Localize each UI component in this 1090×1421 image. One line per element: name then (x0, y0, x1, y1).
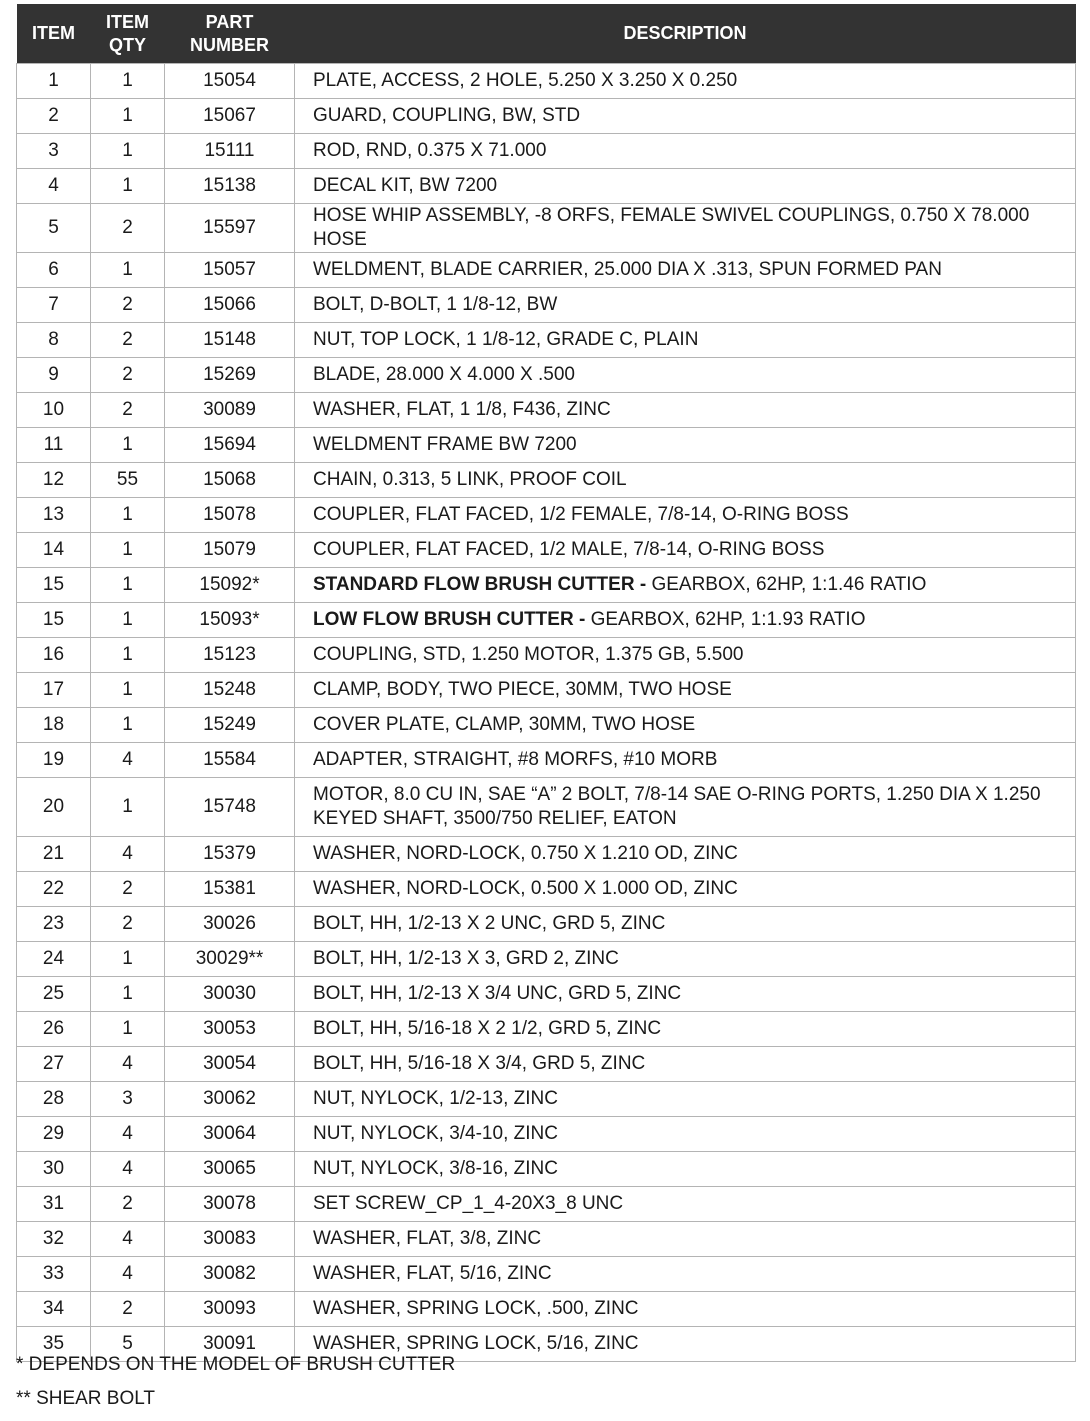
cell-item: 26 (17, 1012, 91, 1047)
cell-description (295, 288, 1076, 323)
cell-description (295, 99, 1076, 134)
cell-description (295, 358, 1076, 393)
cell-item-qty: 2 (91, 323, 165, 358)
cell-item: 11 (17, 428, 91, 463)
cell-description (295, 134, 1076, 169)
description-text: PLATE, ACCESS, 2 HOLE, 5.250 X 3.250 X 0.250 (313, 70, 738, 91)
cell-item: 13 (17, 498, 91, 533)
description-model-label: STANDARD FLOW BRUSH CUTTER - (313, 574, 647, 595)
table-row (17, 393, 1076, 428)
table-row (17, 358, 1076, 393)
description-text: BOLT, HH, 1/2-13 X 3/4 UNC, GRD 5, ZINC (313, 983, 682, 1004)
header-row (17, 4, 1076, 64)
cell-item: 32 (17, 1222, 91, 1257)
table-row (17, 134, 1076, 169)
cell-item-qty: 1 (91, 99, 165, 134)
cell-item-qty: 2 (91, 288, 165, 323)
cell-item: 12 (17, 463, 91, 498)
cell-item-qty: 55 (91, 463, 165, 498)
cell-description (295, 673, 1076, 708)
table-row (17, 568, 1076, 603)
cell-item-qty: 2 (91, 204, 165, 253)
cell-description (295, 1187, 1076, 1222)
cell-part-number: 15138 (165, 169, 295, 204)
cell-part-number: 30053 (165, 1012, 295, 1047)
cell-description (295, 204, 1076, 253)
cell-item: 9 (17, 358, 91, 393)
cell-item: 7 (17, 288, 91, 323)
header-item: ITEM (17, 4, 91, 64)
table-row (17, 1222, 1076, 1257)
cell-item: 18 (17, 708, 91, 743)
table-row (17, 1152, 1076, 1187)
cell-item: 22 (17, 872, 91, 907)
cell-part-number: 30029** (165, 942, 295, 977)
cell-item: 15 (17, 568, 91, 603)
description-text: GUARD, COUPLING, BW, STD (313, 105, 581, 126)
description-text: WASHER, FLAT, 1 1/8, F436, ZINC (313, 399, 611, 420)
description-text: MOTOR, 8.0 CU IN, SAE “A” 2 BOLT, 7/8-14 SAE O-RING PORTS, 1.250 DIA X 1.250 KEYED SHAFT, 3500/750 RELIEF, EATON (313, 784, 1041, 829)
cell-item-qty: 1 (91, 942, 165, 977)
cell-item: 2 (17, 99, 91, 134)
table-row (17, 1257, 1076, 1292)
header-item-qty (91, 4, 165, 64)
cell-description (295, 1152, 1076, 1187)
footnote-model: * DEPENDS ON THE MODEL OF BRUSH CUTTER (16, 1354, 456, 1375)
cell-item: 5 (17, 204, 91, 253)
description-text: BOLT, HH, 1/2-13 X 2 UNC, GRD 5, ZINC (313, 913, 666, 934)
cell-item-qty: 2 (91, 1187, 165, 1222)
cell-item: 21 (17, 837, 91, 872)
description-text: DECAL KIT, BW 7200 (313, 175, 498, 196)
cell-part-number: 15066 (165, 288, 295, 323)
cell-part-number: 15093* (165, 603, 295, 638)
cell-item-qty: 1 (91, 498, 165, 533)
table-row (17, 942, 1076, 977)
cell-part-number: 15148 (165, 323, 295, 358)
description-text: BOLT, HH, 5/16-18 X 3/4, GRD 5, ZINC (313, 1053, 646, 1074)
cell-description (295, 872, 1076, 907)
cell-item-qty: 2 (91, 907, 165, 942)
cell-item: 28 (17, 1082, 91, 1117)
table-row (17, 1187, 1076, 1222)
cell-description (295, 1047, 1076, 1082)
description-text: WASHER, NORD-LOCK, 0.500 X 1.000 OD, ZINC (313, 878, 738, 899)
cell-description (295, 393, 1076, 428)
cell-description (295, 64, 1076, 99)
cell-description (295, 1082, 1076, 1117)
cell-item-qty: 2 (91, 393, 165, 428)
parts-table (16, 4, 1076, 1362)
cell-item-qty: 1 (91, 428, 165, 463)
cell-description (295, 1257, 1076, 1292)
description-text: BLADE, 28.000 X 4.000 X .500 (313, 364, 575, 385)
description-text: BOLT, D-BOLT, 1 1/8-12, BW (313, 294, 558, 315)
table-row (17, 1082, 1076, 1117)
cell-item: 24 (17, 942, 91, 977)
table-row (17, 872, 1076, 907)
cell-part-number: 15054 (165, 64, 295, 99)
table-row (17, 1012, 1076, 1047)
description-text: WELDMENT FRAME BW 7200 (313, 434, 577, 455)
cell-part-number: 15381 (165, 872, 295, 907)
cell-part-number: 15269 (165, 358, 295, 393)
table-row (17, 533, 1076, 568)
cell-item-qty: 4 (91, 743, 165, 778)
table-row (17, 673, 1076, 708)
header-description: DESCRIPTION (295, 4, 1076, 64)
cell-item-qty: 1 (91, 533, 165, 568)
cell-part-number: 15078 (165, 498, 295, 533)
cell-description (295, 1012, 1076, 1047)
cell-description (295, 533, 1076, 568)
cell-part-number: 30065 (165, 1152, 295, 1187)
table-row (17, 288, 1076, 323)
table-row (17, 1292, 1076, 1327)
description-text: CLAMP, BODY, TWO PIECE, 30MM, TWO HOSE (313, 679, 732, 700)
description-text: COVER PLATE, CLAMP, 30MM, TWO HOSE (313, 714, 696, 735)
description-text: SET SCREW_CP_1_4-20X3_8 UNC (313, 1193, 624, 1214)
description-text: GEARBOX, 62HP, 1:1.46 RATIO (646, 574, 927, 595)
cell-part-number: 15057 (165, 253, 295, 288)
description-text: NUT, NYLOCK, 1/2-13, ZINC (313, 1088, 558, 1109)
cell-part-number: 15123 (165, 638, 295, 673)
cell-item: 30 (17, 1152, 91, 1187)
description-text: WELDMENT, BLADE CARRIER, 25.000 DIA X .313, SPUN FORMED PAN (313, 259, 942, 280)
cell-part-number: 30064 (165, 1117, 295, 1152)
cell-part-number: 15079 (165, 533, 295, 568)
cell-description (295, 942, 1076, 977)
cell-part-number: 30082 (165, 1257, 295, 1292)
description-text: COUPLER, FLAT FACED, 1/2 MALE, 7/8-14, O-RING BOSS (313, 539, 825, 560)
table-row (17, 837, 1076, 872)
table-row (17, 169, 1076, 204)
cell-item-qty: 1 (91, 673, 165, 708)
cell-item-qty: 1 (91, 64, 165, 99)
cell-item: 19 (17, 743, 91, 778)
cell-item-qty: 4 (91, 1257, 165, 1292)
footnote-shear-bolt: ** SHEAR BOLT (16, 1388, 156, 1409)
cell-item-qty: 3 (91, 1082, 165, 1117)
description-text: ROD, RND, 0.375 X 71.000 (313, 140, 547, 161)
description-text: WASHER, SPRING LOCK, 5/16, ZINC (313, 1333, 639, 1354)
description-text: NUT, TOP LOCK, 1 1/8-12, GRADE C, PLAIN (313, 329, 699, 350)
cell-item-qty: 1 (91, 1012, 165, 1047)
table-row (17, 1047, 1076, 1082)
cell-item: 25 (17, 977, 91, 1012)
cell-description (295, 169, 1076, 204)
cell-item-qty: 1 (91, 638, 165, 673)
cell-item: 34 (17, 1292, 91, 1327)
cell-part-number: 30093 (165, 1292, 295, 1327)
cell-description (295, 603, 1076, 638)
cell-part-number: 30062 (165, 1082, 295, 1117)
parts-list (16, 4, 1075, 1362)
cell-description (295, 837, 1076, 872)
cell-part-number: 15068 (165, 463, 295, 498)
cell-item-qty: 1 (91, 169, 165, 204)
table-body (17, 64, 1076, 1362)
cell-item: 20 (17, 778, 91, 837)
table-row (17, 638, 1076, 673)
description-text: ADAPTER, STRAIGHT, #8 MORFS, #10 MORB (313, 749, 718, 770)
cell-item: 33 (17, 1257, 91, 1292)
cell-part-number: 30054 (165, 1047, 295, 1082)
cell-item: 35 (17, 1327, 91, 1362)
table-row (17, 498, 1076, 533)
cell-description (295, 638, 1076, 673)
description-text: CHAIN, 0.313, 5 LINK, PROOF COIL (313, 469, 627, 490)
cell-item-qty: 1 (91, 708, 165, 743)
footnotes (16, 1353, 455, 1421)
cell-item-qty: 4 (91, 1222, 165, 1257)
cell-description (295, 708, 1076, 743)
cell-part-number: 30078 (165, 1187, 295, 1222)
description-text: WASHER, FLAT, 3/8, ZINC (313, 1228, 542, 1249)
table-row (17, 99, 1076, 134)
cell-item: 3 (17, 134, 91, 169)
table-row (17, 778, 1076, 837)
cell-description (295, 907, 1076, 942)
table-row (17, 1117, 1076, 1152)
cell-part-number: 30089 (165, 393, 295, 428)
description-text: BOLT, HH, 5/16-18 X 2 1/2, GRD 5, ZINC (313, 1018, 662, 1039)
cell-item-qty: 2 (91, 872, 165, 907)
header-part-number (165, 4, 295, 64)
cell-description (295, 498, 1076, 533)
table-row (17, 323, 1076, 358)
description-text: NUT, NYLOCK, 3/8-16, ZINC (313, 1158, 558, 1179)
cell-item: 6 (17, 253, 91, 288)
cell-item-qty: 4 (91, 1152, 165, 1187)
cell-description (295, 1292, 1076, 1327)
cell-description (295, 463, 1076, 498)
cell-description (295, 428, 1076, 463)
cell-item-qty: 1 (91, 253, 165, 288)
cell-item: 4 (17, 169, 91, 204)
cell-item-qty: 1 (91, 603, 165, 638)
cell-item: 16 (17, 638, 91, 673)
cell-item: 29 (17, 1117, 91, 1152)
cell-item-qty: 2 (91, 1292, 165, 1327)
cell-item: 23 (17, 907, 91, 942)
cell-part-number: 15597 (165, 204, 295, 253)
cell-description (295, 323, 1076, 358)
cell-part-number: 30083 (165, 1222, 295, 1257)
cell-description (295, 743, 1076, 778)
cell-item-qty: 2 (91, 358, 165, 393)
cell-item-qty: 1 (91, 134, 165, 169)
cell-item: 27 (17, 1047, 91, 1082)
cell-item-qty: 4 (91, 837, 165, 872)
cell-item-qty: 4 (91, 1047, 165, 1082)
cell-description (295, 568, 1076, 603)
table-row (17, 204, 1076, 253)
header-part-number-line2: NUMBER (190, 34, 269, 55)
table-row (17, 708, 1076, 743)
description-text: NUT, NYLOCK, 3/4-10, ZINC (313, 1123, 558, 1144)
cell-item-qty: 4 (91, 1117, 165, 1152)
cell-item: 8 (17, 323, 91, 358)
cell-part-number: 15092* (165, 568, 295, 603)
description-text: COUPLER, FLAT FACED, 1/2 FEMALE, 7/8-14, O-RING BOSS (313, 504, 849, 525)
table-row (17, 428, 1076, 463)
cell-item: 15 (17, 603, 91, 638)
cell-item-qty: 5 (91, 1327, 165, 1362)
description-text: GEARBOX, 62HP, 1:1.93 RATIO (585, 609, 866, 630)
cell-part-number: 15748 (165, 778, 295, 837)
cell-description (295, 977, 1076, 1012)
cell-part-number: 30030 (165, 977, 295, 1012)
cell-part-number: 15379 (165, 837, 295, 872)
cell-item: 14 (17, 533, 91, 568)
cell-part-number: 15584 (165, 743, 295, 778)
description-text: WASHER, NORD-LOCK, 0.750 X 1.210 OD, ZINC (313, 843, 738, 864)
description-text: WASHER, SPRING LOCK, .500, ZINC (313, 1298, 639, 1319)
cell-item-qty: 1 (91, 568, 165, 603)
description-text: BOLT, HH, 1/2-13 X 3, GRD 2, ZINC (313, 948, 619, 969)
table-row (17, 977, 1076, 1012)
table-row (17, 463, 1076, 498)
cell-item-qty: 1 (91, 778, 165, 837)
header-item-qty-line1: ITEM (106, 11, 149, 32)
cell-item: 1 (17, 64, 91, 99)
table-row (17, 253, 1076, 288)
cell-item-qty: 1 (91, 977, 165, 1012)
cell-item: 10 (17, 393, 91, 428)
table-row (17, 64, 1076, 99)
description-text: HOSE WHIP ASSEMBLY, -8 ORFS, FEMALE SWIVEL COUPLINGS, 0.750 X 78.000 HOSE (313, 205, 1030, 250)
description-model-label: LOW FLOW BRUSH CUTTER - (313, 609, 586, 630)
table-row (17, 743, 1076, 778)
header-part-number-line1: PART (205, 11, 254, 32)
cell-item: 31 (17, 1187, 91, 1222)
cell-description (295, 253, 1076, 288)
cell-part-number: 15111 (165, 134, 295, 169)
description-text: WASHER, FLAT, 5/16, ZINC (313, 1263, 552, 1284)
cell-part-number: 15248 (165, 673, 295, 708)
table-header (17, 4, 1076, 64)
header-item-qty-line2: QTY (108, 34, 146, 55)
table-row (17, 907, 1076, 942)
table-row (17, 603, 1076, 638)
cell-part-number: 30026 (165, 907, 295, 942)
cell-description (295, 778, 1076, 837)
cell-part-number: 15067 (165, 99, 295, 134)
cell-description (295, 1222, 1076, 1257)
cell-item: 17 (17, 673, 91, 708)
cell-description (295, 1117, 1076, 1152)
cell-part-number: 15694 (165, 428, 295, 463)
cell-part-number: 30091 (165, 1327, 295, 1362)
description-text: COUPLING, STD, 1.250 MOTOR, 1.375 GB, 5.500 (313, 644, 744, 665)
cell-part-number: 15249 (165, 708, 295, 743)
